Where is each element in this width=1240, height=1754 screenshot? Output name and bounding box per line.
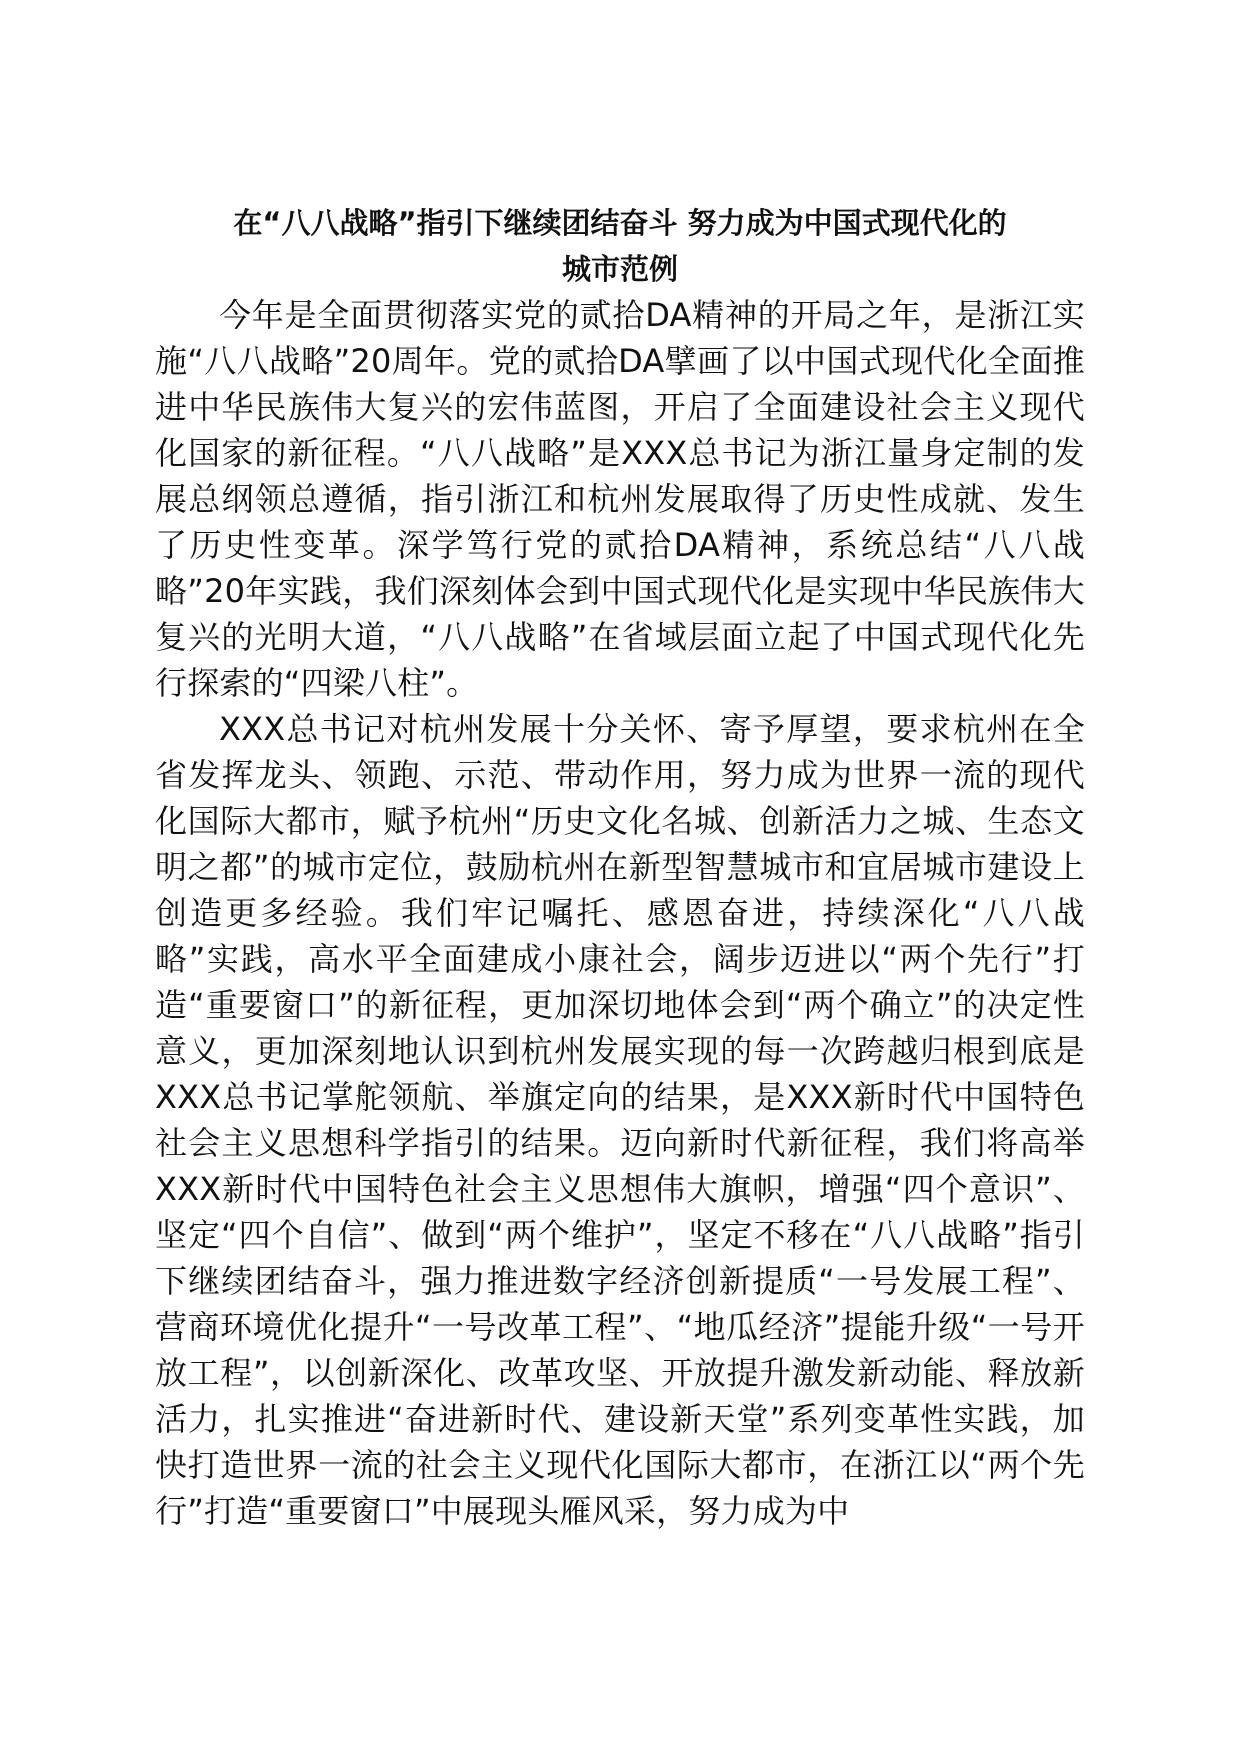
- document-title: [155, 200, 1085, 292]
- title-line-1: 在“八八战略”指引下继续团结奋斗 努力成为中国式现代化的: [233, 206, 1007, 240]
- paragraph-1: 今年是全面贯彻落实党的贰拾DA精神的开局之年，是浙江实施“八八战略”20周年。党的贰拾DA擘画了以中国式现代化全面推进中华民族伟大复兴的宏伟蓝图，开启了全面建设社会主义现代化国家的新征程。“八八战略”是XXX总书记为浙江量身定制的发展总纲领总遵循，指引浙江和杭州发展取得了历史性成就、发生了历史性变革。深学笃行党的贰拾DA精神，系统总结“八八战略”20年实践，我们深刻体会到中国式现代化是实现中华民族伟大复兴的光明大道，“八八战略”在省域层面立起了中国式现代化先行探索的“四梁八柱”。: [155, 296, 1085, 702]
- paragraph-2: XXX总书记对杭州发展十分关怀、寄予厚望，要求杭州在全省发挥龙头、领跑、示范、带动作用，努力成为世界一流的现代化国际大都市，赋予杭州“历史文化名城、创新活力之城、生态文明之都”的城市定位，鼓励杭州在新型智慧城市和宜居城市建设上创造更多经验。我们牢记嘱托、感恩奋进，持续深化“八八战略”实践，高水平全面建成小康社会，阔步迈进以“两个先行”打造“重要窗口”的新征程，更加深切地体会到“两个确立”的决定性意义，更加深刻地认识到杭州发展实现的每一次跨越归根到底是XXX总书记掌舵领航、举旗定向的结果，是XXX新时代中国特色社会主义思想科学指引的结果。迈向新时代新征程，我们将高举XXX新时代中国特色社会主义思想伟大旗帜，增强“四个意识”、坚定“四个自信”、做到“两个维护”，坚定不移在“八八战略”指引下继续团结奋斗，强力推进数字经济创新提质“一号发展工程”、营商环境优化提升“一号改革工程”、“地瓜经济”提能升级“一号开放工程”，以创新深化、改革攻坚、开放提升激发新动能、释放新活力，扎实推进“奋进新时代、建设新天堂”系列变革性实践，加快打造世界一流的社会主义现代化国际大都市，在浙江以“两个先行”打造“重要窗口”中展现头雁风采，努力成为中: [155, 710, 1085, 1530]
- title-line-2: 城市范例: [561, 252, 678, 286]
- document-body: [155, 200, 1085, 1534]
